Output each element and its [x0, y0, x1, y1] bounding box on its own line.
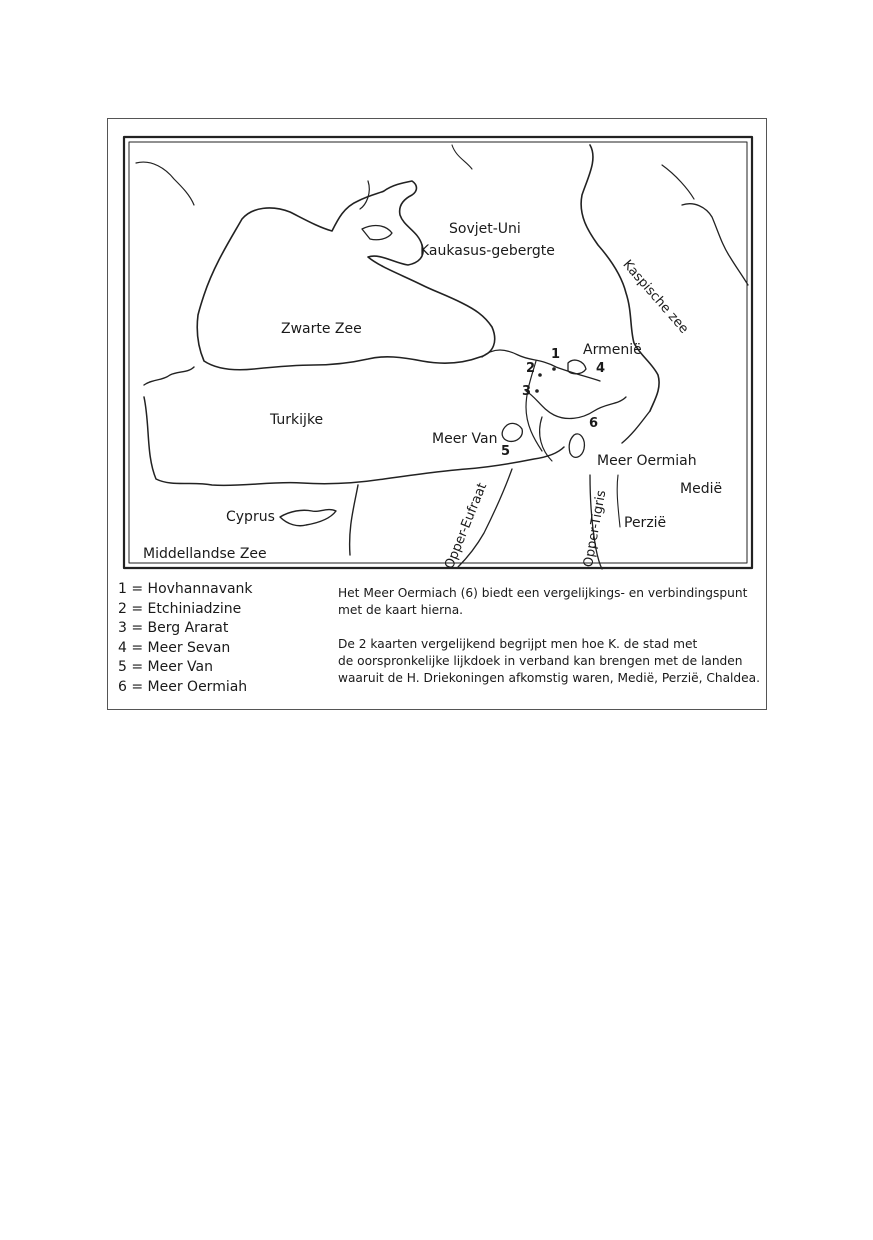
note-line: de oorspronkelijke lijkdoek in verband kan brengen met de landen [338, 654, 743, 668]
caspian-east-coast [682, 204, 748, 285]
extra-river [617, 475, 620, 527]
label-kaspische-zee: Kaspische zee [619, 257, 692, 337]
label-medie: Medië [680, 481, 723, 497]
legend-item: 2 = Etchiniadzine [118, 600, 242, 617]
note-line: met de kaart hierna. [338, 603, 464, 617]
legend-item: 4 = Meer Sevan [118, 639, 231, 656]
marker-5: 5 [501, 444, 511, 459]
anatolia-west-coast [144, 367, 194, 385]
label-armenie: Armenië [583, 342, 642, 358]
label-opper-eufraat: Opper-Eufraat [442, 480, 491, 572]
map-border-outer [124, 137, 752, 568]
label-kaukasus: Kaukasus-gebergte [420, 243, 555, 259]
legend-item: 1 = Hovhannavank [118, 581, 253, 597]
map-border-inner [129, 142, 747, 563]
label-turkijke: Turkijke [270, 412, 324, 428]
cyprus-island [280, 510, 336, 526]
marker-3: 3 [522, 384, 532, 399]
label-sovjet-uni: Sovjet-Uni [449, 221, 521, 237]
label-zwarte-zee: Zwarte Zee [281, 321, 362, 337]
label-cyprus: Cyprus [226, 509, 275, 525]
caspian-south-coast [622, 411, 650, 443]
label-meer-oermiah: Meer Oermiah [597, 453, 697, 469]
site-dot-3 [535, 389, 539, 393]
border-north-ukraine [136, 162, 194, 205]
marker-6: 6 [589, 416, 599, 431]
site-dot-1 [552, 367, 556, 371]
label-middellandse-zee: Middellandse Zee [143, 546, 267, 562]
marker-4: 4 [596, 361, 606, 376]
border-armenia [526, 391, 626, 418]
azov-coast [360, 181, 369, 209]
anatolia-south-coast [144, 397, 564, 485]
note-line: Het Meer Oermiach (6) biedt een vergelijkings- en verbindingspunt [338, 586, 748, 600]
levant-coast [350, 485, 358, 555]
label-meer-van: Meer Van [432, 431, 498, 447]
legend-item: 6 = Meer Oermiah [118, 678, 248, 695]
note-line: waaruit de H. Driekoningen afkomstig waren, Medië, Perzië, Chaldea. [338, 671, 760, 685]
label-opper-tigris: Opper-Tigris [581, 489, 610, 569]
note-line: De 2 kaarten vergelijkend begrijpt men hoe K. de stad met [338, 637, 698, 651]
legend-item: 3 = Berg Ararat [118, 620, 229, 636]
caspian-north-coast [662, 165, 694, 199]
crimea-coast [362, 226, 392, 240]
label-perzie: Perzië [624, 515, 667, 531]
marker-2: 2 [526, 361, 536, 376]
legend-item: 5 = Meer Van [118, 659, 213, 675]
border-iran-iraq [540, 417, 552, 461]
site-dot-2 [538, 373, 542, 377]
lake-urmia [569, 434, 584, 457]
legend [118, 580, 253, 697]
black-sea-coast [197, 181, 494, 370]
caption-notes [338, 585, 760, 687]
map-drawing [122, 135, 754, 570]
lake-van [502, 423, 522, 441]
border-north-east [452, 145, 472, 169]
marker-1: 1 [551, 347, 561, 362]
